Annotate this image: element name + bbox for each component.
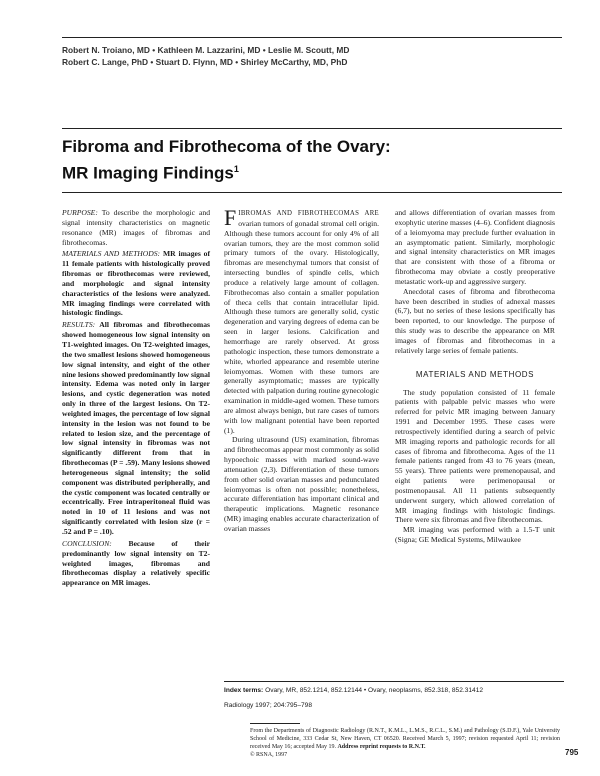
abstract-purpose <box>62 208 210 247</box>
footer-rule <box>224 681 564 682</box>
conclusion-text: Because of their predominantly low signal intensity on T2-weighted images, fibromas and fibrothecomas display a relatively specific appearance on MR images. <box>62 538 210 588</box>
article-meta <box>224 686 564 716</box>
results-label: RESULTS: <box>62 320 96 330</box>
abstract-results <box>62 320 210 537</box>
methods-label: MATERIALS AND METHODS: <box>62 249 161 259</box>
authors-line-1: Robert N. Troiano, MD • Kathleen M. Lazzarini, MD • Leslie M. Scoutt, MD <box>62 45 350 55</box>
title-rule-top <box>62 128 562 129</box>
results-text: All fibromas and fibrothecomas showed homogeneous low signal intensity on T1-weighted images. On T2-weighted images, the two smallest lesions showed homogeneous low signal intensity, and eight of the other nine lesions showed predominantly low signal intensity. Edema was noted only in larger lesions, and cystic degeneration was noted only in three of the largest lesions. On T2-weighted images, the percentage of low signal intensity in the lesion was not found to be related to lesion size, and the percentage of low signal intensity in fibromas was not significantly different from that in fibrothecomas (P = .59). Many lesions showed heterogeneous signal intensity; the solid component was distributed peripherally, and the cystic component was located centrally or eccentrically. Free intraperitoneal fluid was noted in 10 of 11 lesions and was not significantly correlated with lesion size (r = .52 and P = .10). <box>62 320 210 536</box>
title-line-2: MR Imaging Findings <box>62 163 234 183</box>
index-terms <box>224 686 564 695</box>
title-footnote-marker: 1 <box>233 164 239 174</box>
body-paragraph: and allows differentiation of ovarian masses from exophytic uterine masses (4–6). Confident diagnosis of a leiomyoma may preclude further evaluation in an asymptomatic patient. Similarly, morphologic and signal intensity characteristics on MR images that are consistent with those of a fibroma or fibrothecoma may obviate a costly preoperative metastatic work-up and aggressive surgery. <box>395 208 555 286</box>
purpose-text: To describe the morphologic and signal intensity characteristics on magnetic resonance (MR) images of fibromas and fibrothecomas. <box>62 208 210 247</box>
body-paragraph: During ultrasound (US) examination, fibromas and fibrothecomas appear most commonly as solid hypoechoic masses with marked sound-wave attenuation (2,3). Differentiation of these tumors from other solid ovarian masses and pedunculated leiomyomas is often not possible; nonetheless, accurate differentiation has important clinical and therapeutic implications. Magnetic resonance (MR) imaging enables accurate characterization of ovarian masses <box>224 435 379 533</box>
page-number: 795 <box>565 748 579 757</box>
journal-citation: Radiology 1997; 204:795–798 <box>224 702 312 709</box>
authors-line-2: Robert C. Lange, PhD • Stuart D. Flynn, MD • Shirley McCarthy, MD, PhD <box>62 57 348 67</box>
abstract-conclusion <box>62 539 210 588</box>
author-list <box>62 44 562 68</box>
abstract-methods <box>62 249 210 318</box>
footnote-address: Address reprint requests to R.N.T. <box>337 744 426 750</box>
footnote-copyright: © RSNA, 1997 <box>250 752 288 758</box>
body-paragraph <box>224 205 379 435</box>
body-column-2 <box>395 208 555 545</box>
top-rule <box>62 37 562 38</box>
footnote-affiliation <box>250 727 560 751</box>
body-paragraph: The study population consisted of 11 female patients with palpable pelvic masses who were referred for pelvic MR imaging between January 1991 and December 1995. These cases were retrospectively identified during a search of pelvic MR imaging reports and pathologic records for all cases of fibroma and fibrothecoma. Ages of the 11 female patients ranged from 43 to 76 years (mean, 55 years). Three patients were premenopausal, and eight patients were perimenopausal or postmenopausal. All 11 patients subsequently underwent surgery, which allowed correlation of MR imaging findings with histologic findings. There were six fibromas and five fibrothecomas. <box>395 387 555 525</box>
index-terms-text: Ovary, MR, 852.1214, 852.12144 • Ovary, neoplasms, 852.318, 852.31412 <box>265 687 484 694</box>
body-paragraph: MR imaging was performed with a 1.5-T unit (Signa; GE Medical Systems, Milwaukee <box>395 525 555 545</box>
body-text: ovarian tumors of gonadal stromal cell origin. Although these tumors account for only 4% of all ovarian tumors, they are the most common solid primary tumors of the ovary. Histologically, fibromas are mesenchymal tumors that consist of intersecting bundles of spindle cells, which produce a relatively large amount of collagen. Fibrothecomas also contain a smaller population of theca cells that contain intracellular lipid. Although these tumors are generally solid, cystic degeneration and varying degrees of edema can be seen in larger lesions. Calcification and hemorrhage are rarely observed. At gross pathologic inspection, these tumors demonstrate a white, whorled appearance and resemble uterine leiomyomas. Women with these tumors are generally asymptomatic; masses are typically detected with palpation during routine gynecologic examination in middle-aged women. These tumors are almost always benign, but rare cases of tumors with low malignant potential have been reported (1). <box>224 218 379 435</box>
methods-text: MR images of 11 female patients with histologically proved fibromas or fibrothecomas were reviewed, and morphologic and signal intensity characteristics of the lesions were analyzed. MR imaging findings were correlated with histologic findings. <box>62 249 210 318</box>
footnote-rule <box>250 723 300 724</box>
drop-cap: F <box>224 205 237 230</box>
body-column-1 <box>224 205 379 534</box>
conclusion-label: CONCLUSION: <box>62 538 112 548</box>
title-line-1: Fibroma and Fibrothecoma of the Ovary: <box>62 137 391 156</box>
index-terms-label: Index terms: <box>224 687 264 694</box>
abstract <box>62 208 210 588</box>
title-line-2-wrap <box>62 158 582 185</box>
purpose-label: PURPOSE: <box>62 208 98 217</box>
body-paragraph: Anecdotal cases of fibroma and fibrothecoma have been described in studies of adnexal masses (6,7), but no series of these lesions specifically has been reported, to our knowledge. The purpose of this study was to describe the appearance on MR images of fibromas and fibrothecomas in a relatively large series of female patients. <box>395 286 555 355</box>
footnote-text: From the Departments of Diagnostic Radiology (R.N.T., K.M.L., L.M.S., R.C.L., S.M.) and Pathology (S.D.F.), Yale University School of Medicine, 333 Cedar St, New Haven, CT 06520. Received March 5, 1997; revision requested April 11; revision received May 16; accepted May 19. <box>250 728 560 750</box>
section-heading: MATERIALS AND METHODS <box>415 369 535 379</box>
lead-smallcaps: IBROMAS AND FIBROTHECOMAS ARE <box>238 210 379 217</box>
article-title <box>62 136 582 185</box>
affiliation-footnote <box>250 727 560 759</box>
title-rule-bottom <box>62 192 562 193</box>
